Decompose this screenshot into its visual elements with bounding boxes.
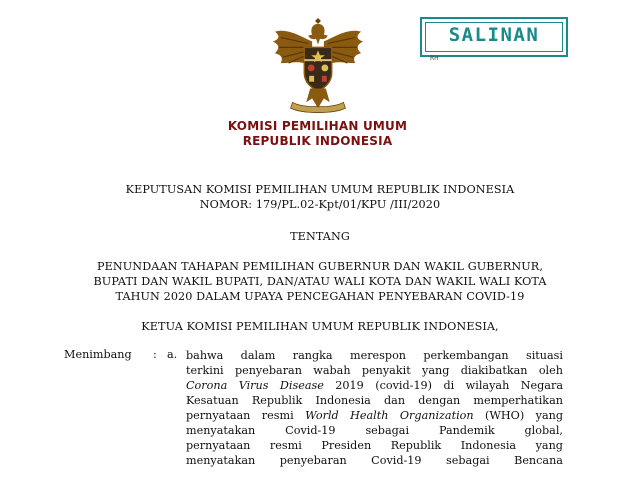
stamp-text: SALINAN: [448, 24, 540, 46]
menimbang-line-7: [186, 438, 563, 453]
word: wabah: [313, 364, 351, 377]
menimbang-label: Menimbang: [64, 348, 132, 361]
garuda-emblem-icon: [268, 18, 368, 116]
menimbang-line-8: [186, 453, 563, 468]
subject-line-1: PENUNDAAN TAHAPAN PEMILIHAN GUBERNUR DAN WAKIL GUBERNUR,: [97, 260, 543, 273]
stamp-initials: RH: [430, 55, 439, 62]
word: dengan: [418, 394, 461, 407]
decree-title: KEPUTUSAN KOMISI PEMILIHAN UMUM REPUBLIK INDONESIA: [125, 183, 515, 196]
word: sebagai: [365, 424, 410, 437]
word: oleh: [538, 364, 563, 377]
menimbang-line-4: [186, 393, 563, 408]
line-text: [186, 438, 563, 453]
word: situasi: [525, 349, 563, 362]
word: Republik: [251, 394, 303, 407]
word: perkembangan: [423, 349, 509, 362]
line-text: [186, 348, 563, 363]
line-text: [186, 423, 563, 438]
tentang-heading: TENTANG: [290, 230, 350, 243]
word: Presiden: [321, 439, 372, 452]
word: resmi: [269, 439, 302, 452]
word: pernyataan: [186, 439, 251, 452]
menimbang-colon: :: [153, 348, 157, 361]
menimbang-line-1: [186, 348, 563, 363]
line-text: 2019 (covid-19) di wilayah Negara: [323, 379, 563, 392]
word: dan: [384, 394, 406, 407]
menimbang-line-2: [186, 363, 563, 378]
italic-term: Corona Virus Disease: [186, 379, 324, 392]
menimbang-line-6: [186, 423, 563, 438]
word: Republik: [390, 439, 442, 452]
word: menyatakan: [186, 424, 256, 437]
word: dalam: [240, 349, 276, 362]
line-text: [186, 453, 563, 468]
word: Kesatuan: [186, 394, 239, 407]
word: memperhatikan: [473, 394, 563, 407]
line-text: (WHO) yang: [473, 409, 563, 422]
italic-term: World Health Organization: [305, 409, 474, 422]
decree-number: NOMOR: 179/PL.02-Kpt/01/KPU /III/2020: [199, 198, 441, 211]
subject-line-3: TAHUN 2020 DALAM UPAYA PENCEGAHAN PENYEBARAN COVID-19: [115, 290, 525, 303]
line-text: [186, 363, 563, 378]
line-text: pernyataan resmi: [186, 409, 306, 422]
word: penyebaran: [279, 454, 347, 467]
word: penyakit: [361, 364, 411, 377]
menimbang-item-letter: a.: [167, 348, 178, 361]
salinan-stamp: [420, 17, 568, 57]
word: terkini: [186, 364, 224, 377]
word: yang: [535, 439, 563, 452]
menimbang-line-5: [186, 408, 563, 423]
word: diakibatkan: [460, 364, 528, 377]
word: bahwa: [186, 349, 224, 362]
word: Indonesia: [315, 394, 371, 407]
word: Covid-19: [371, 454, 422, 467]
word: sebagai: [446, 454, 490, 467]
word: Indonesia: [460, 439, 517, 452]
word: Bencana: [514, 454, 563, 467]
word: rangka: [292, 349, 333, 362]
word: menyatakan: [186, 454, 256, 467]
word: penyebaran: [234, 364, 302, 377]
word: Covid-19: [285, 424, 336, 437]
organization-name-line2: REPUBLIK INDONESIA: [242, 134, 393, 148]
word: merespon: [349, 349, 407, 362]
line-text: [186, 393, 563, 408]
word: global,: [524, 424, 563, 437]
word: Pandemik: [438, 424, 495, 437]
organization-name-line1: KOMISI PEMILIHAN UMUM: [227, 119, 408, 133]
menimbang-line-3: [186, 378, 563, 393]
subject-line-2: BUPATI DAN WAKIL BUPATI, DAN/ATAU WALI KOTA DAN WAKIL WALI KOTA: [93, 275, 547, 288]
word: yang: [422, 364, 450, 377]
ketua-heading: KETUA KOMISI PEMILIHAN UMUM REPUBLIK INDONESIA,: [141, 320, 499, 333]
